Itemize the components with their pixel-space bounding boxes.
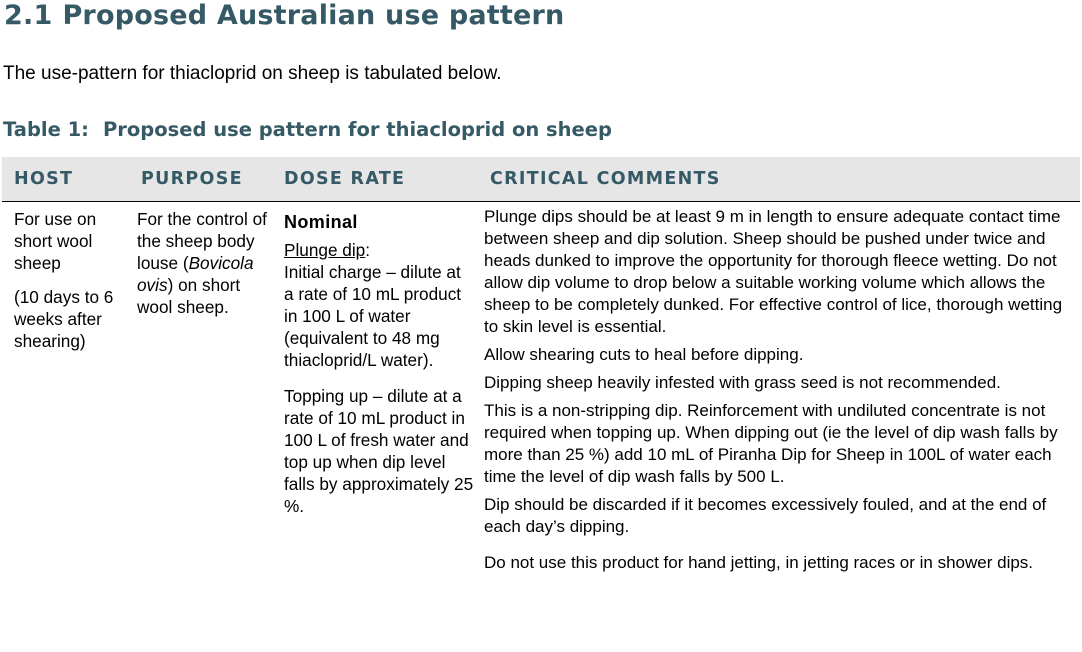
comments-cell xyxy=(478,202,1080,582)
purpose-cell xyxy=(129,202,272,582)
comment-item: Dip should be discarded if it becomes excessively fouled, and at the end of each day’s dipping. xyxy=(484,495,1047,536)
dose-cell xyxy=(272,202,478,582)
purpose-text xyxy=(137,208,268,318)
dose-title: Nominal xyxy=(284,212,358,232)
section-heading xyxy=(4,0,564,31)
header-purpose: PURPOSE xyxy=(129,157,272,202)
table-header-row xyxy=(2,157,1080,202)
table-caption-label: Table 1: xyxy=(3,118,89,141)
purpose-species: Bovicola ovis xyxy=(137,253,254,295)
use-pattern-table xyxy=(2,157,1080,581)
plunge-dip-label: Plunge dip xyxy=(284,240,366,260)
comment-item: This is a non-stripping dip. Reinforcement with undiluted concentrate is not required when topping up. When dipping out (ie the level of dip wash falls by more than 25 %) add 10 mL of Piranha Dip for Sheep in 100L of water each time the level of dip wash falls by 500 L. xyxy=(484,401,1058,486)
comment-item: Do not use this product for hand jetting, in jetting races or in shower dips. xyxy=(484,553,1034,572)
topping-up-text: Topping up – dilute at a rate of 10 mL product in 100 L of fresh water and top up when dip level falls by approximately 25 %. xyxy=(284,386,474,516)
header-dose-rate: DOSE RATE xyxy=(272,157,478,202)
comment-item: Plunge dips should be at least 9 m in length to ensure adequate contact time between sheep and dip solution. Sheep should be pushed under twice and heads dunked to improve the opportunity for thorough fleece wetting. Do not allow dip volume to drop below a suitable working volume which allows the sheep to be completely dunked. For effective control of lice, thorough wetting to skin level is essential. xyxy=(484,207,1063,336)
header-critical-comments: CRITICAL COMMENTS xyxy=(478,157,1080,202)
purpose-text-after: ) on short wool sheep. xyxy=(137,275,241,317)
header-host: HOST xyxy=(2,157,129,202)
comment-item: Allow shearing cuts to heal before dipping. xyxy=(484,345,804,364)
table-caption-text: Proposed use pattern for thiacloprid on sheep xyxy=(102,118,612,141)
plunge-dip-text: Initial charge – dilute at a rate of 10 mL product in 100 L of water (equivalent to 48 mg thiacloprid/L water). xyxy=(284,262,462,370)
section-number: 2.1 xyxy=(4,0,53,31)
plunge-dip-colon: : xyxy=(365,240,371,260)
plunge-dip-heading xyxy=(284,239,474,261)
host-note: (10 days to 6 weeks after shearing) xyxy=(14,287,114,351)
purpose-text-before: For the control of the sheep body louse ( xyxy=(137,209,267,273)
intro-paragraph: The use-pattern for thiacloprid on sheep is tabulated below. xyxy=(3,63,502,84)
table-caption xyxy=(3,118,612,141)
table-row xyxy=(2,202,1080,582)
comment-item: Dipping sheep heavily infested with grass seed is not recommended. xyxy=(484,373,1001,392)
host-cell xyxy=(2,202,129,582)
host-text: For use on short wool sheep xyxy=(14,209,97,273)
section-title: Proposed Australian use pattern xyxy=(62,0,565,31)
